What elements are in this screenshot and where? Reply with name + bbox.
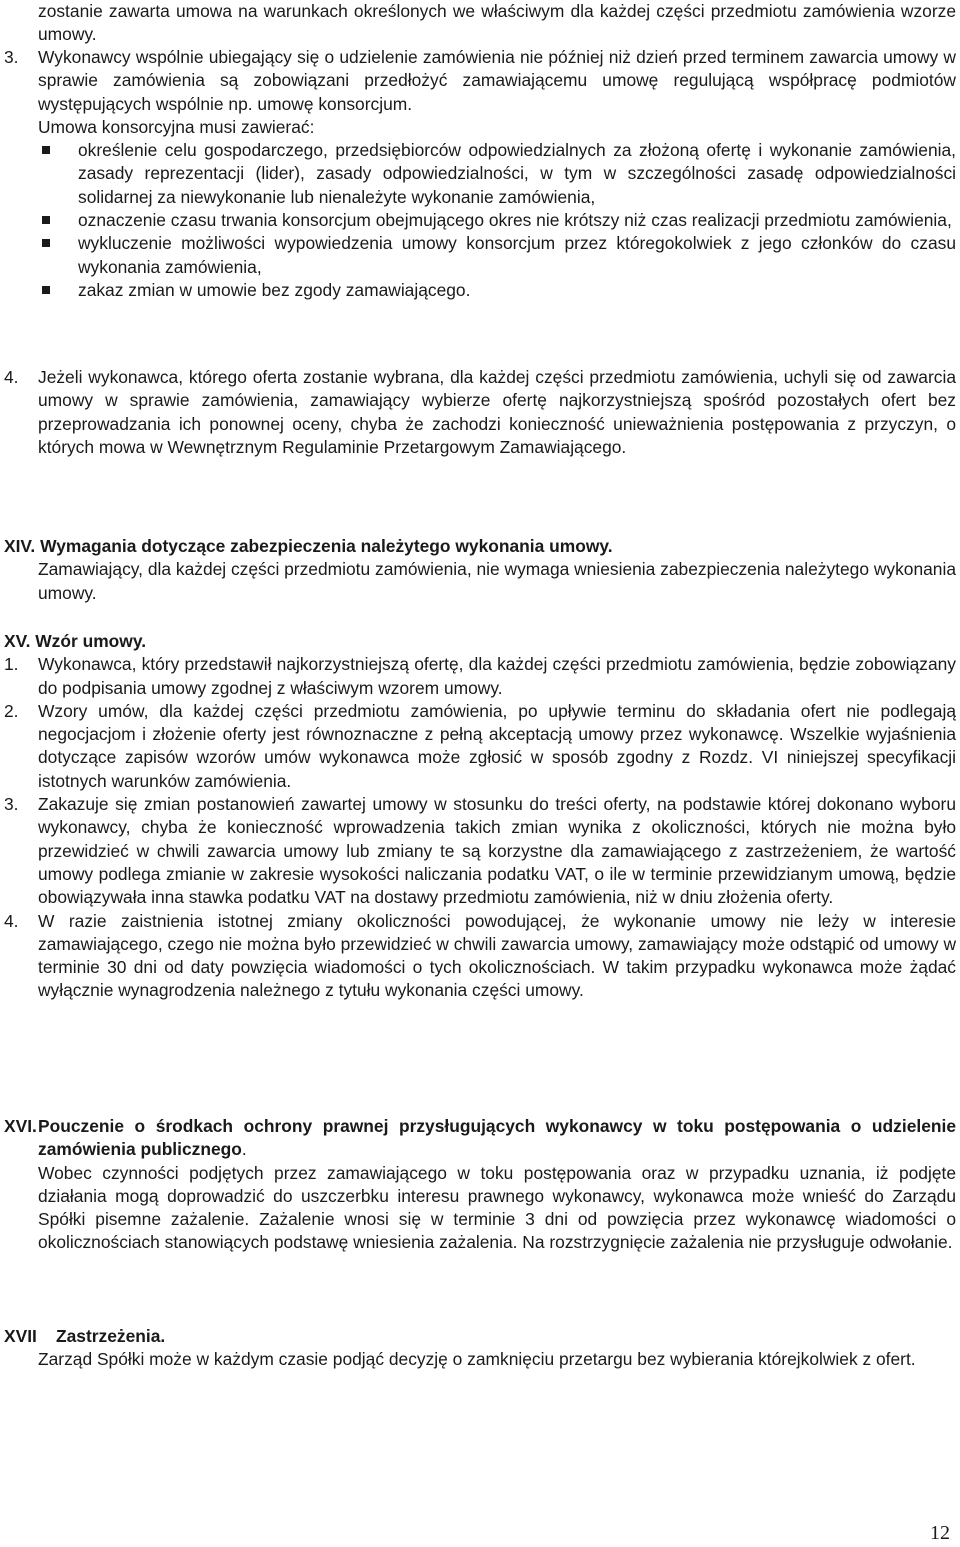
section-heading-period: . (241, 1139, 247, 1160)
item-3 (0, 46, 960, 302)
section-text: Zamawiający, dla każdej części przedmiotu zamówienia, nie wymaga wniesienia zabezpieczenia należytego wykonania umowy. (38, 559, 956, 603)
bullet-text: określenie celu gospodarczego, przedsiębiorców odpowiedzialnych za złożoną ofertę i wykonanie zamówienia, zasady reprezentacji (lider), zasady odpowiedzialności, w tym w szczególności zasadę odpowiedzialności solidarnej za niewykonanie lub nienależyte wykonanie zamówienia, (78, 140, 956, 207)
square-bullet-icon (42, 239, 50, 247)
section-heading (38, 1115, 956, 1162)
section-number: XVII (4, 1326, 37, 1346)
list-item (0, 793, 960, 909)
item-4 (0, 366, 960, 459)
section-xv (0, 630, 960, 1003)
section-heading-row (0, 1325, 956, 1348)
section-heading-row (0, 1115, 956, 1162)
bullet-text: wykluczenie możliwości wypowiedzenia umowy konsorcjum przez któregokolwiek z jego członków do czasu wykonania zamówienia, (78, 233, 956, 277)
item-number: 3. (4, 47, 19, 67)
item-number: 2. (4, 700, 19, 721)
item-number: 3. (4, 794, 19, 815)
item-text: Wykonawcy wspólnie ubiegający się o udzielenie zamówienia nie później niż dzień przed terminem zawarcia umowy w sprawie zamówienia są zobowiązani przedłożyć zamawiającemu umowę regulującą współpracę podmiotów występujących wspólnie np. umowę konsorcjum. (38, 47, 956, 114)
item-text: W razie zaistnienia istotnej zmiany okoliczności powodującej, że wykonanie umowy nie leży w interesie zamawiającego, czego nie można było przewidzieć w chwili zawarcia umowy, zamawiający może odstąpić od umowy w terminie 30 dni od daty powzięcia wiadomości o tych okolicznościach. W takim przypadku wykonawca może żądać wyłącznie wynagrodzenia należnego z tytułu wykonania części umowy. (38, 910, 956, 1001)
list-item (0, 700, 960, 793)
square-bullet-icon (42, 286, 50, 294)
list-item (0, 910, 960, 1003)
item-number: 1. (4, 654, 19, 675)
item-number: 4. (4, 367, 19, 387)
consortium-intro: Umowa konsorcyjna musi zawierać: (38, 116, 315, 137)
section-xiv (0, 535, 960, 605)
item-text: Zakazuje się zmian postanowień zawartej umowy w stosunku do treści oferty, na podstawie której dokonano wyboru wykonawcy, chyba że konieczność wprowadzenia takich zmian wynika z okoliczności, których nie można było przewidzieć w chwili zawarcia umowy lub zmiany te są korzystne dla zamawiającego z zastrzeżeniem, że wartość umowy podlega zmianie w zakresie wysokości naliczania podatku VAT, o ile w terminie przewidzianym umową, będzie obowiązywała inna stawka podatku VAT na dostawy przedmiotu zamówienia, niż w dniu złożenia oferty. (38, 794, 956, 908)
list-item (0, 653, 960, 700)
bullet-text: oznaczenie czasu trwania konsorcjum obejmującego okres nie krótszy niż czas realizacji przedmiotu zamówienia, (78, 210, 952, 231)
section-heading-text: Pouczenie o środkach ochrony prawnej przysługujących wykonawcy w toku postępowania o udzielenie zamówienia publicznego (38, 1116, 956, 1160)
item-text: Wykonawca, który przedstawił najkorzystniejszą ofertę, dla każdej części przedmiotu zamówienia, będzie zobowiązany do podpisania umowy zgodnej z właściwym wzorem umowy. (38, 654, 956, 698)
item-text: Jeżeli wykonawca, którego oferta zostanie wybrana, dla każdej części przedmiotu zamówienia, uchyli się od zawarcia umowy w sprawie zamówienia, zamawiający wybierze ofertę najkorzystniejszą spośród pozostałych ofert bez przeprowadzania ich ponownej oceny, chyba że zachodzi konieczność unieważnienia postępowania z przyczyn, o których mowa w Wewnętrznym Regulaminie Przetargowym Zamawiającego. (38, 367, 956, 457)
section-number: XVI. (4, 1116, 37, 1136)
continuation-text: zostanie zawarta umowa na warunkach określonych we właściwym dla każdej części przedmiotu zamówienia wzorze umowy. (38, 1, 956, 45)
bullet-item (0, 209, 956, 232)
section-xvi (0, 1115, 960, 1255)
section-text: Zarząd Spółki może w każdym czasie podjąć decyzję o zamknięciu przetargu bez wybierania którejkolwiek z ofert. (38, 1349, 916, 1370)
square-bullet-icon (42, 146, 50, 154)
section-heading: XV. Wzór umowy. (4, 631, 147, 651)
bullet-text: zakaz zmian w umowie bez zgody zamawiającego. (78, 279, 471, 300)
square-bullet-icon (42, 216, 50, 224)
bullet-item (0, 139, 956, 209)
section-heading: Zastrzeżenia. (56, 1326, 166, 1346)
section-xvii (0, 1325, 960, 1372)
section-heading: XIV. Wymagania dotyczące zabezpieczenia należytego wykonania umowy. (4, 536, 613, 556)
continuation-paragraph (0, 0, 960, 47)
section-text: Wobec czynności podjętych przez zamawiającego w toku postępowania oraz w przypadku uznania, iż podjęte działania mogą doprowadzić do uszczerbku interesu prawnego wykonawcy, wykonawca może wnieść do Zarządu Spółki pisemne zażalenie. Zażalenie wnosi się w terminie 3 dni od powzięcia przez wykonawcę wiadomości o okolicznościach stanowiących podstawę wniesienia zażalenia. Na rozstrzygnięcie zażalenia nie przysługuje odwołanie. (38, 1162, 956, 1253)
page-number: 12 (930, 1522, 950, 1544)
item-text: Wzory umów, dla każdej części przedmiotu zamówienia, po upływie terminu do składania ofert nie podlegają negocjacjom i złożenie oferty jest równoznaczne z pełną akceptacją umowy przez wykonawcę. Wszelkie wyjaśnienia dotyczące zapisów wzorów umów wykonawca może zgłosić w sposób zgodny z Rozdz. VI niniejszej specyfikacji istotnych warunków zamówienia. (38, 700, 956, 791)
bullet-item (0, 279, 956, 302)
item-number: 4. (4, 910, 19, 931)
bullet-item (0, 232, 956, 279)
